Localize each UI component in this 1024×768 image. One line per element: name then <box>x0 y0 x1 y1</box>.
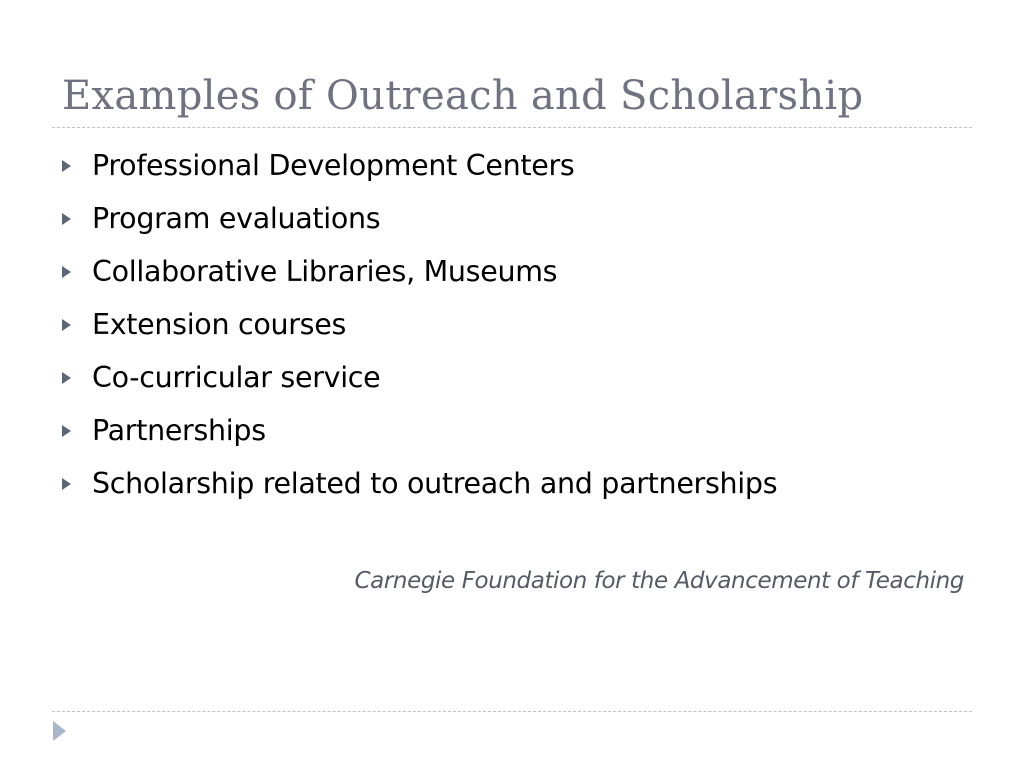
bullet-item <box>62 139 777 192</box>
bullet-text: Program evaluations <box>92 202 381 235</box>
bullet-text: Co-curricular service <box>92 361 381 394</box>
bullet-arrow-icon <box>62 372 71 384</box>
title-divider <box>52 127 972 128</box>
bullet-item <box>62 404 777 457</box>
bullet-arrow-icon <box>62 425 71 437</box>
bullet-text: Extension courses <box>92 308 346 341</box>
bullet-item <box>62 298 777 351</box>
bullet-arrow-icon <box>62 213 71 225</box>
bullet-item <box>62 457 777 510</box>
attribution-text: Carnegie Foundation for the Advancement of Teaching <box>354 568 964 594</box>
footer-divider <box>52 711 972 712</box>
bullet-item <box>62 351 777 404</box>
bullet-text: Professional Development Centers <box>92 149 575 182</box>
bullet-list <box>62 139 777 510</box>
bullet-arrow-icon <box>62 160 71 172</box>
bullet-text: Partnerships <box>92 414 266 447</box>
bullet-arrow-icon <box>62 478 71 490</box>
bullet-arrow-icon <box>62 266 71 278</box>
footer-arrow-icon <box>53 721 66 741</box>
bullet-item <box>62 192 777 245</box>
bullet-text: Collaborative Libraries, Museums <box>92 255 558 288</box>
bullet-text: Scholarship related to outreach and partnerships <box>92 467 778 500</box>
bullet-arrow-icon <box>62 319 71 331</box>
slide-title: Examples of Outreach and Scholarship <box>62 73 864 119</box>
bullet-item <box>62 245 777 298</box>
